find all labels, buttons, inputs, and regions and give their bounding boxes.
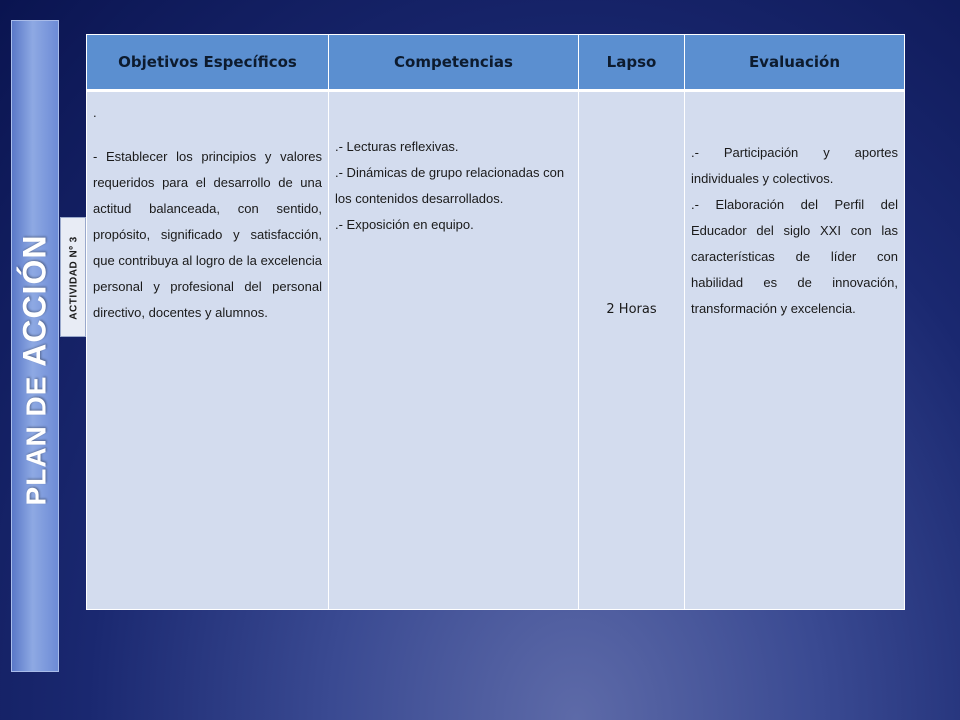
header-objetivos: Objetivos Específicos — [87, 35, 329, 91]
activity-label: ACTIVIDAD Nº 3 — [68, 236, 80, 320]
header-competencias: Competencias — [329, 35, 579, 91]
evaluacion-item: .- Elaboración del Perfil del Educador del siglo XXI con las características de líder con habilidad es de innovación, transformación y excelencia. — [691, 197, 898, 316]
activity-tab — [60, 217, 86, 337]
objetivos-marker: . — [93, 105, 97, 120]
cell-competencias — [329, 91, 579, 610]
title-part-1: PLAN DE — [20, 366, 52, 506]
plan-de-accion-title — [17, 235, 54, 506]
header-evaluacion: Evaluación — [685, 35, 905, 91]
table-header-row — [87, 35, 905, 91]
competencia-item: .- Exposición en equipo. — [335, 217, 474, 232]
cell-lapso — [579, 91, 685, 610]
objetivos-text: - Establecer los principios y valores requeridos para el desarrollo de una actitud balanceada, con sentido, propósito, significado y satisfacción, que contribuya al logro de la excelencia personal y profesional del personal directivo, docentes y alumnos. — [93, 149, 322, 320]
title-part-2: ACCIÓN — [16, 234, 53, 367]
action-plan-table — [86, 34, 905, 610]
lapso-value: 2 Horas — [606, 302, 657, 317]
table-row — [87, 91, 905, 610]
competencia-item: .- Lecturas reflexivas. — [335, 139, 459, 154]
cell-evaluacion — [685, 91, 905, 610]
evaluacion-item: .- Participación y aportes individuales y colectivos. — [691, 145, 898, 186]
competencia-item: .- Dinámicas de grupo relacionadas con los contenidos desarrollados. — [335, 165, 565, 206]
cell-objetivos — [87, 91, 329, 610]
header-lapso: Lapso — [579, 35, 685, 91]
